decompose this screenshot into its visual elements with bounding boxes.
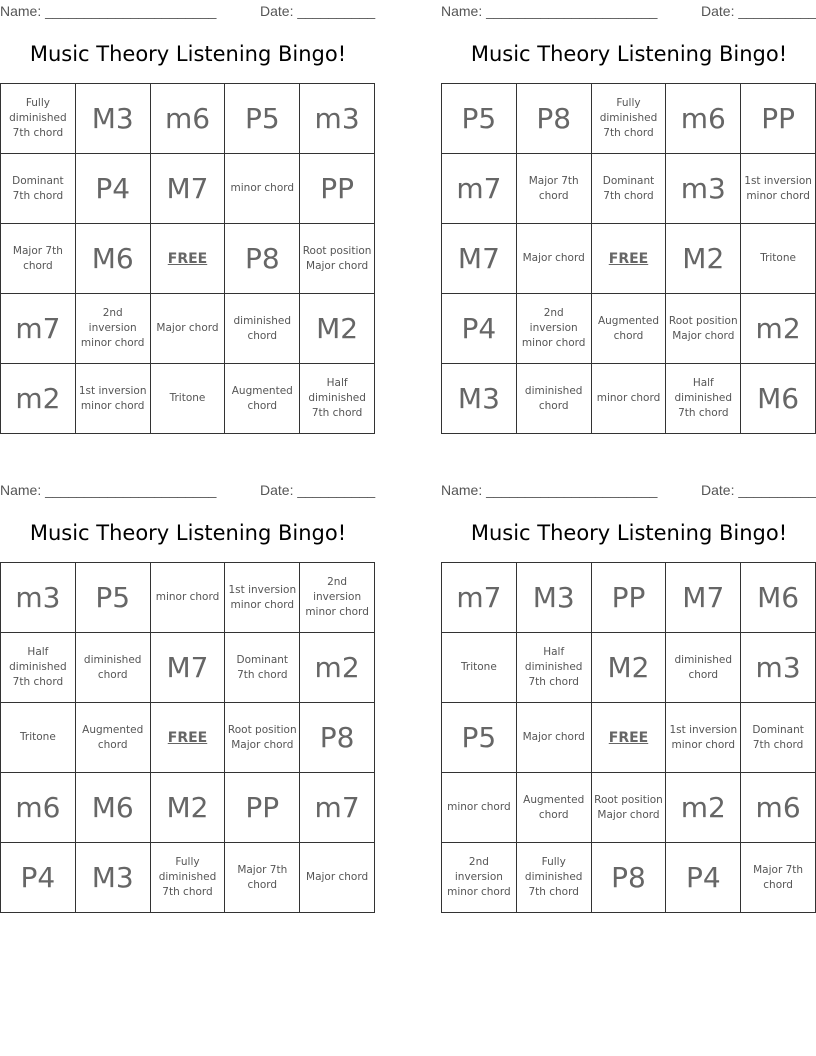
free-space: FREE — [151, 703, 226, 773]
bingo-cell: m7 — [300, 773, 375, 843]
bingo-cell: Major chord — [300, 843, 375, 913]
bingo-cell: M2 — [151, 773, 226, 843]
bingo-cell: m2 — [1, 364, 76, 434]
bingo-cell: Major 7th chord — [225, 843, 300, 913]
bingo-cell: 1st inversion minor chord — [225, 563, 300, 633]
bingo-cell: m7 — [1, 294, 76, 364]
bingo-cell: P5 — [76, 563, 151, 633]
date-field: Date: __________ — [701, 3, 816, 19]
bingo-cell: minor chord — [592, 364, 667, 434]
bingo-cell: M7 — [666, 563, 741, 633]
card-title: Music Theory Listening Bingo! — [29, 42, 347, 66]
bingo-cell: m2 — [666, 773, 741, 843]
bingo-cell: Major chord — [517, 703, 592, 773]
bingo-cell: P5 — [442, 84, 517, 154]
bingo-cell: M7 — [151, 633, 226, 703]
bingo-cell: Half diminished 7th chord — [666, 364, 741, 434]
bingo-cell: Root position Major chord — [225, 703, 300, 773]
bingo-card-1 — [0, 0, 376, 440]
bingo-card-3 — [0, 479, 376, 919]
card-title: Music Theory Listening Bingo! — [470, 42, 788, 66]
bingo-cell: Dominant 7th chord — [1, 154, 76, 224]
bingo-cell: m3 — [741, 633, 816, 703]
bingo-cell: m2 — [741, 294, 816, 364]
free-space: FREE — [151, 224, 226, 294]
bingo-cell: P4 — [76, 154, 151, 224]
bingo-cell: Root position Major chord — [300, 224, 375, 294]
bingo-cell: 1st inversion minor chord — [741, 154, 816, 224]
bingo-grid — [0, 562, 375, 913]
bingo-cell: m6 — [1, 773, 76, 843]
bingo-cell: P4 — [1, 843, 76, 913]
bingo-cell: Tritone — [442, 633, 517, 703]
name-date-row — [0, 479, 376, 501]
free-space: FREE — [592, 224, 667, 294]
bingo-cell: Root position Major chord — [666, 294, 741, 364]
bingo-cell: Fully diminished 7th chord — [517, 843, 592, 913]
bingo-cell: P8 — [225, 224, 300, 294]
bingo-cell: m6 — [741, 773, 816, 843]
bingo-cell: Half diminished 7th chord — [1, 633, 76, 703]
bingo-cell: Tritone — [1, 703, 76, 773]
bingo-cell: M2 — [666, 224, 741, 294]
bingo-grid — [0, 83, 375, 434]
bingo-cell: Augmented chord — [517, 773, 592, 843]
bingo-cell: P5 — [442, 703, 517, 773]
bingo-cell: M2 — [592, 633, 667, 703]
bingo-cell: diminished chord — [666, 633, 741, 703]
bingo-cell: m2 — [300, 633, 375, 703]
bingo-cell: diminished chord — [517, 364, 592, 434]
bingo-cell: M7 — [442, 224, 517, 294]
bingo-card-4 — [441, 479, 816, 919]
card-title: Music Theory Listening Bingo! — [29, 521, 347, 545]
bingo-cell: 2nd inversion minor chord — [300, 563, 375, 633]
bingo-cell: M6 — [76, 773, 151, 843]
bingo-cell: m6 — [151, 84, 226, 154]
bingo-cell: M2 — [300, 294, 375, 364]
bingo-cell: P8 — [592, 843, 667, 913]
bingo-cell: m3 — [1, 563, 76, 633]
bingo-grid — [441, 83, 816, 434]
bingo-cell: Tritone — [741, 224, 816, 294]
free-space: FREE — [592, 703, 667, 773]
bingo-cell: m3 — [300, 84, 375, 154]
bingo-cell: Major 7th chord — [741, 843, 816, 913]
bingo-cell: Major 7th chord — [1, 224, 76, 294]
name-date-row — [441, 479, 816, 501]
name-field: Name: ______________________ — [441, 3, 658, 19]
bingo-cell: Fully diminished 7th chord — [592, 84, 667, 154]
bingo-cell: minor chord — [225, 154, 300, 224]
bingo-cell: M3 — [517, 563, 592, 633]
bingo-cell: PP — [225, 773, 300, 843]
bingo-cell: minor chord — [151, 563, 226, 633]
date-field: Date: __________ — [701, 482, 816, 498]
bingo-cell: PP — [592, 563, 667, 633]
bingo-cell: M6 — [741, 364, 816, 434]
bingo-cell: m7 — [442, 154, 517, 224]
bingo-cell: M3 — [442, 364, 517, 434]
bingo-grid — [441, 562, 816, 913]
bingo-cell: M7 — [151, 154, 226, 224]
bingo-cell: 2nd inversion minor chord — [517, 294, 592, 364]
bingo-cell: diminished chord — [76, 633, 151, 703]
bingo-cell: Augmented chord — [592, 294, 667, 364]
bingo-cell: Major chord — [517, 224, 592, 294]
name-date-row — [0, 0, 376, 22]
bingo-cell: m7 — [442, 563, 517, 633]
bingo-cell: P8 — [300, 703, 375, 773]
bingo-cell: Augmented chord — [225, 364, 300, 434]
bingo-cell: P5 — [225, 84, 300, 154]
card-title: Music Theory Listening Bingo! — [470, 521, 788, 545]
bingo-cell: M6 — [741, 563, 816, 633]
bingo-cell: Dominant 7th chord — [741, 703, 816, 773]
bingo-cell: PP — [741, 84, 816, 154]
bingo-card-2 — [441, 0, 816, 440]
bingo-cell: Fully diminished 7th chord — [151, 843, 226, 913]
bingo-cell: m3 — [666, 154, 741, 224]
name-field: Name: ______________________ — [441, 482, 658, 498]
bingo-cell: P8 — [517, 84, 592, 154]
bingo-cell: 2nd inversion minor chord — [76, 294, 151, 364]
bingo-cell: 1st inversion minor chord — [666, 703, 741, 773]
bingo-cell: M6 — [76, 224, 151, 294]
bingo-cell: 2nd inversion minor chord — [442, 843, 517, 913]
name-field: Name: ______________________ — [0, 482, 217, 498]
bingo-cell: M3 — [76, 843, 151, 913]
bingo-cell: minor chord — [442, 773, 517, 843]
bingo-cell: P4 — [442, 294, 517, 364]
bingo-cell: Fully diminished 7th chord — [1, 84, 76, 154]
bingo-cell: diminished chord — [225, 294, 300, 364]
bingo-cell: Augmented chord — [76, 703, 151, 773]
bingo-cell: Major 7th chord — [517, 154, 592, 224]
name-date-row — [441, 0, 816, 22]
date-field: Date: __________ — [260, 482, 376, 498]
bingo-cell: Tritone — [151, 364, 226, 434]
bingo-cell: Dominant 7th chord — [592, 154, 667, 224]
date-field: Date: __________ — [260, 3, 376, 19]
bingo-cell: P4 — [666, 843, 741, 913]
bingo-cell: Major chord — [151, 294, 226, 364]
bingo-cell: Half diminished 7th chord — [517, 633, 592, 703]
bingo-cell: M3 — [76, 84, 151, 154]
bingo-cell: 1st inversion minor chord — [76, 364, 151, 434]
bingo-cell: PP — [300, 154, 375, 224]
bingo-cell: Root position Major chord — [592, 773, 667, 843]
bingo-cell: Half diminished 7th chord — [300, 364, 375, 434]
bingo-cell: Dominant 7th chord — [225, 633, 300, 703]
bingo-cell: m6 — [666, 84, 741, 154]
name-field: Name: ______________________ — [0, 3, 217, 19]
